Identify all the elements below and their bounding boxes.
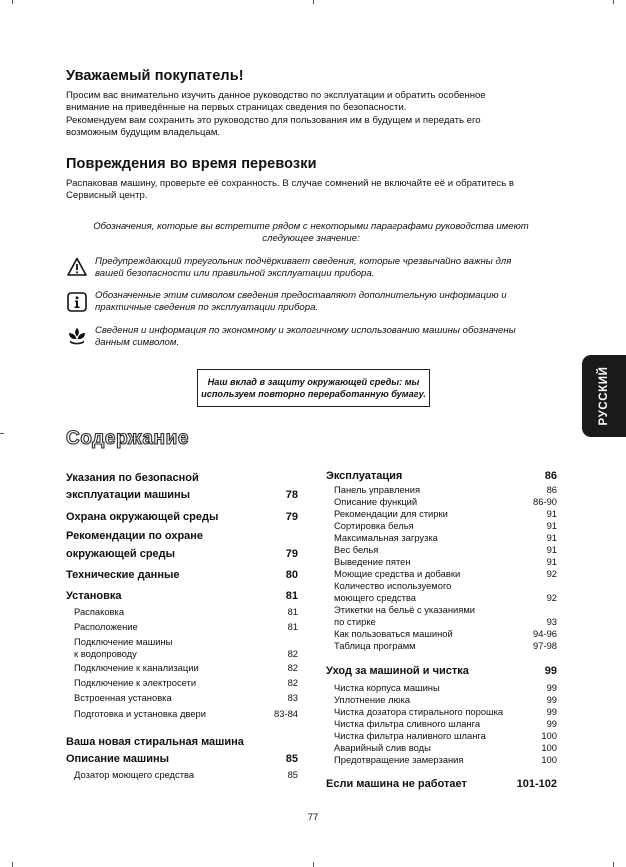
toc-entry-page: 86 bbox=[544, 470, 557, 482]
toc-entry-page: 79 bbox=[285, 511, 298, 523]
toc-entry-page: 99 bbox=[546, 694, 557, 705]
toc-entry bbox=[66, 606, 298, 617]
toc-entry-title: Технические данные bbox=[66, 569, 180, 581]
toc-entry-page: 91 bbox=[546, 556, 557, 567]
toc-entry-page: 100 bbox=[541, 730, 557, 741]
toc-entry-title: Эксплуатация bbox=[326, 470, 403, 482]
toc-entry-title: Таблица программ bbox=[334, 640, 416, 651]
crop-mark bbox=[613, 0, 614, 4]
toc-entry-title: Выведение пятен bbox=[334, 556, 411, 567]
toc-entry bbox=[326, 730, 557, 741]
toc-entry bbox=[66, 692, 298, 703]
toc-entry-page: 81 bbox=[287, 606, 298, 617]
toc-entry bbox=[326, 568, 557, 579]
toc-entry-title: Чистка корпуса машины bbox=[334, 682, 440, 693]
toc-entry bbox=[326, 778, 557, 790]
toc-entry-title: Распаковка bbox=[74, 606, 125, 617]
toc-entry-title: Расположение bbox=[74, 621, 138, 632]
crop-mark bbox=[12, 0, 13, 4]
toc-entry-title: Если машина не работает bbox=[326, 778, 467, 790]
language-tab-label: РУССКИЙ bbox=[598, 366, 610, 426]
toc-entry bbox=[326, 754, 557, 765]
toc-entry bbox=[326, 532, 557, 543]
toc-entry-title: Установка bbox=[66, 590, 122, 602]
toc-entry-title: Подключение к электросети bbox=[74, 677, 197, 688]
toc-entry-title: Чистка фильтра сливного шланга bbox=[334, 718, 481, 729]
intro-line: Просим вас внимательно изучить данное руководство по эксплуатации и обратить особенное bbox=[66, 90, 486, 101]
toc-entry-page: 100 bbox=[541, 742, 557, 753]
toc-entry bbox=[326, 706, 557, 717]
toc-entry-title: Ваша новая стиральная машина bbox=[66, 736, 244, 748]
toc-entry bbox=[66, 548, 298, 560]
toc-entry bbox=[66, 708, 298, 719]
toc-entry-page: 97-98 bbox=[533, 640, 557, 651]
crop-mark bbox=[0, 433, 4, 434]
toc-entry bbox=[66, 569, 298, 581]
toc-entry bbox=[326, 616, 557, 627]
toc-entry bbox=[326, 640, 557, 651]
transport-line: Сервисный центр. bbox=[66, 190, 148, 202]
toc-entry-title: по стирке bbox=[334, 616, 376, 627]
toc-entry bbox=[326, 682, 557, 693]
toc-entry-page: 82 bbox=[287, 677, 298, 688]
toc-entry-page: 82 bbox=[287, 648, 298, 659]
toc-entry-title: эксплуатации машины bbox=[66, 489, 191, 501]
toc-entry-title: Дозатор моющего средства bbox=[74, 769, 195, 780]
contents-title: Содержание bbox=[66, 428, 190, 449]
toc-entry bbox=[326, 694, 557, 705]
crop-mark bbox=[313, 0, 314, 4]
toc-entry-title: моющего средства bbox=[334, 592, 416, 603]
toc-entry bbox=[326, 628, 557, 639]
note-line: данным символом. bbox=[95, 337, 180, 349]
transport-title: Повреждения во время перевозки bbox=[66, 156, 317, 172]
note-line: Предупреждающий треугольник подчёркивает сведения, которые чрезвычайно важны для bbox=[95, 256, 512, 267]
toc-entry-title: Количество используемого bbox=[334, 580, 452, 591]
toc-entry-page: 91 bbox=[546, 520, 557, 531]
warning-triangle-icon bbox=[67, 257, 87, 277]
toc-entry-title: Как пользоваться машиной bbox=[334, 628, 453, 639]
toc-entry-page: 81 bbox=[287, 621, 298, 632]
toc-entry-title: Моющие средства и добавки bbox=[334, 568, 461, 579]
toc-entry-page: 83-84 bbox=[274, 708, 298, 719]
note-eco-text bbox=[95, 325, 555, 350]
toc-entry-title: Панель управления bbox=[334, 484, 421, 495]
toc-entry-title: Аварийный слив воды bbox=[334, 742, 431, 753]
toc-entry bbox=[326, 470, 557, 482]
info-icon bbox=[67, 292, 87, 312]
toc-entry bbox=[66, 621, 298, 632]
toc-entry-title: Охрана окружающей среды bbox=[66, 511, 219, 523]
toc-entry-title: к водопроводу bbox=[74, 648, 137, 659]
toc-entry-page: 83 bbox=[287, 692, 298, 703]
toc-entry bbox=[326, 592, 557, 603]
crop-mark bbox=[613, 862, 614, 867]
toc-entry-title: Подключение машины bbox=[74, 636, 173, 647]
toc-entry-title: Чистка дозатора стирального порошка bbox=[334, 706, 504, 717]
toc-entry bbox=[326, 556, 557, 567]
toc-entry bbox=[326, 496, 557, 507]
symbols-intro bbox=[66, 221, 556, 246]
toc-entry bbox=[66, 472, 298, 484]
toc-entry-page: 99 bbox=[544, 665, 557, 677]
toc-entry bbox=[326, 718, 557, 729]
note-warning-text bbox=[95, 256, 555, 281]
toc-entry-page: 101-102 bbox=[516, 778, 557, 790]
toc-entry-page: 86 bbox=[546, 484, 557, 495]
toc-entry-page: 79 bbox=[285, 548, 298, 560]
toc-entry bbox=[326, 665, 557, 677]
note-line: вашей безопасности или правильной эксплуатации прибора. bbox=[95, 268, 375, 280]
toc-entry-title: Чистка фильтра наливного шланга bbox=[334, 730, 486, 741]
language-tab bbox=[582, 355, 626, 437]
toc-entry bbox=[66, 489, 298, 501]
notice-line: используем повторно переработанную бумагу. bbox=[201, 389, 426, 399]
transport-text bbox=[66, 178, 566, 203]
toc-entry-page: 91 bbox=[546, 508, 557, 519]
notice-line: Наш вклад в защиту окружающей среды: мы bbox=[207, 376, 420, 387]
toc-entry-page: 99 bbox=[546, 682, 557, 693]
toc-entry-page: 92 bbox=[546, 568, 557, 579]
note-info-text bbox=[95, 290, 555, 315]
toc-entry-title: окружающей среды bbox=[66, 548, 176, 560]
toc-entry-title: Рекомендации по охране bbox=[66, 530, 204, 542]
eco-flower-icon bbox=[67, 326, 87, 346]
toc-entry-page: 85 bbox=[285, 753, 298, 765]
toc-entry bbox=[66, 590, 298, 602]
toc-entry bbox=[326, 484, 557, 495]
toc-entry-title: Рекомендации для стирки bbox=[334, 508, 448, 519]
toc-entry bbox=[66, 511, 298, 523]
intro-title: Уважаемый покупатель! bbox=[66, 68, 244, 84]
toc-entry-page: 81 bbox=[285, 590, 298, 602]
toc-entry-title: Подготовка и установка двери bbox=[74, 708, 206, 719]
toc-entry-page: 93 bbox=[546, 616, 557, 627]
toc-entry bbox=[66, 677, 298, 688]
intro-text bbox=[66, 90, 536, 140]
toc-entry bbox=[66, 530, 298, 542]
toc-entry-page: 99 bbox=[546, 706, 557, 717]
toc-entry bbox=[326, 520, 557, 531]
intro-line: Рекомендуем вам сохранить это руководство для пользования им в будущем и передать его bbox=[66, 114, 481, 126]
toc-entry-title: Описание функций bbox=[334, 496, 418, 507]
toc-entry-page: 80 bbox=[285, 569, 298, 581]
toc-entry bbox=[326, 580, 557, 591]
toc-entry bbox=[66, 736, 298, 748]
note-line: Сведения и информация по экономному и экологичному использованию машины обозначены bbox=[95, 325, 516, 336]
toc-entry-title: Указания по безопасной bbox=[66, 472, 199, 484]
toc-entry-page: 86-90 bbox=[533, 496, 557, 507]
toc-entry-title: Сортировка белья bbox=[334, 520, 414, 531]
toc-entry bbox=[66, 753, 298, 765]
toc-entry bbox=[326, 604, 557, 615]
toc-entry-title: Максимальная загрузка bbox=[334, 532, 438, 543]
intro-line: возможным будущим владельцам. bbox=[66, 127, 221, 139]
toc-entry-page: 100 bbox=[541, 754, 557, 765]
toc-entry-page: 94-96 bbox=[533, 628, 557, 639]
toc-entry bbox=[326, 544, 557, 555]
toc-entry-title: Подключение к канализации bbox=[74, 662, 199, 673]
toc-entry-page: 92 bbox=[546, 592, 557, 603]
note-line: Обозначенные этим символом сведения предоставляют дополнительную информацию и bbox=[95, 290, 507, 301]
toc-entry-page: 78 bbox=[285, 489, 298, 501]
toc-entry-title: Встроенная установка bbox=[74, 692, 172, 703]
toc-entry-title: Предотвращение замерзания bbox=[334, 754, 464, 765]
toc-entry bbox=[66, 769, 298, 780]
symbols-intro-line: Обозначения, которые вы встретите рядом с некоторыми параграфами руководства имеют bbox=[93, 221, 529, 232]
note-line: практичные сведения по эксплуатации прибора. bbox=[95, 302, 319, 314]
toc-entry-page: 82 bbox=[287, 662, 298, 673]
intro-line: внимание на приведённые на первых страницах сведения по безопасности. bbox=[66, 102, 407, 114]
toc-entry-page: 91 bbox=[546, 544, 557, 555]
symbols-intro-line: следующее значение: bbox=[262, 233, 360, 245]
toc-entry bbox=[66, 648, 298, 659]
toc-entry bbox=[326, 508, 557, 519]
toc-entry bbox=[66, 636, 298, 647]
transport-line: Распаковав машину, проверьте её сохранность. В случае сомнений не включайте её и обратитесь в bbox=[66, 178, 514, 189]
toc-entry bbox=[326, 742, 557, 753]
toc-entry-title: Уход за машиной и чистка bbox=[326, 665, 469, 677]
toc-entry-title: Вес белья bbox=[334, 544, 379, 555]
toc-entry bbox=[66, 662, 298, 673]
toc-entry-title: Этикетки на бельё с указаниями bbox=[334, 604, 476, 615]
crop-mark bbox=[12, 862, 13, 867]
toc-entry-page: 99 bbox=[546, 718, 557, 729]
toc-entry-page: 91 bbox=[546, 532, 557, 543]
page-number: 77 bbox=[307, 812, 319, 823]
toc-entry-title: Уплотнение люка bbox=[334, 694, 411, 705]
recycled-paper-notice bbox=[197, 369, 430, 407]
toc-entry-page: 85 bbox=[287, 769, 298, 780]
toc-entry-title: Описание машины bbox=[66, 753, 169, 765]
crop-mark bbox=[313, 862, 314, 867]
